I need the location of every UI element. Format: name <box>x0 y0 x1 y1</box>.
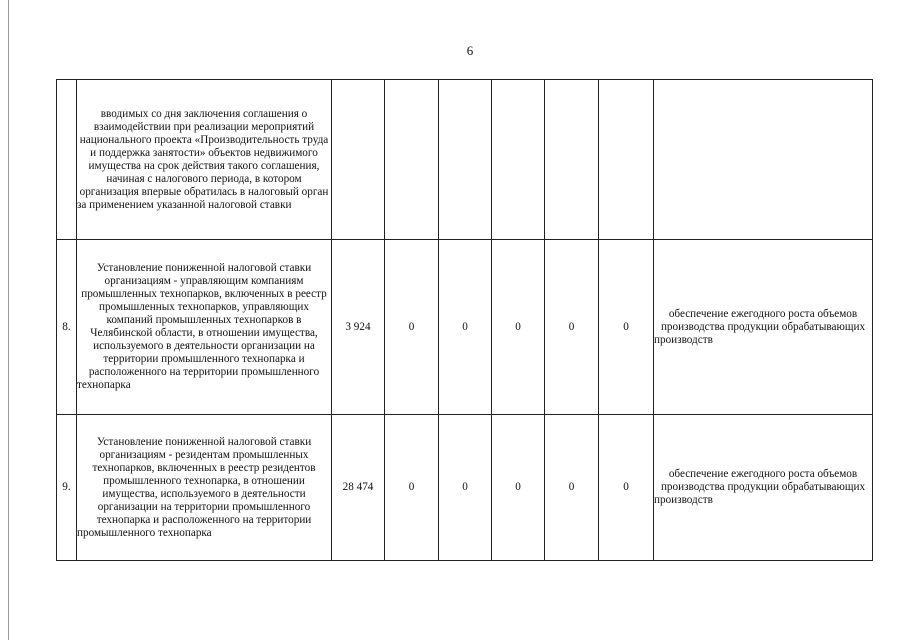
page-number: 6 <box>466 43 474 58</box>
row-value-4: 0 <box>545 415 599 561</box>
row-goal <box>654 80 873 240</box>
row-value-1 <box>385 80 439 240</box>
row-amount: 28 474 <box>332 415 385 561</box>
table-row <box>57 415 873 561</box>
table-row <box>57 80 873 240</box>
row-amount: 3 924 <box>332 240 385 415</box>
table-row <box>57 240 873 415</box>
row-value-3: 0 <box>492 415 545 561</box>
row-value-1: 0 <box>385 240 439 415</box>
row-value-2 <box>439 80 492 240</box>
row-description: Установление пониженной налоговой ставки организациям - резидентам промышленных технопарков, включенных в реестр резидентов промышленного технопарка, в отношении имущества, используемого в деятельности организации на территории промышленного технопарка и расположенного на территории промышленного технопарка <box>77 415 332 561</box>
tax-benefits-table <box>56 79 873 561</box>
row-value-2: 0 <box>439 240 492 415</box>
row-number: 9. <box>57 415 77 561</box>
row-description: вводимых со дня заключения соглашения о взаимодействии при реализации мероприятий национального проекта «Производительность труда и поддержка занятости» объектов недвижимого имущества на срок действия такого соглашения, начиная с налогового периода, в котором организация впервые обратилась в налоговый орган за применением указанной налоговой ставки <box>77 80 332 240</box>
row-value-5: 0 <box>599 415 654 561</box>
row-value-4 <box>545 80 599 240</box>
row-description: Установление пониженной налоговой ставки организациям - управляющим компаниям промышленных технопарков, включенных в реестр промышленных технопарков, управляющих компаний промышленных технопарков в Челябинской области, в отношении имущества, используемого в деятельности организации на территории промышленного технопарка и расположенного на территории промышленного технопарка <box>77 240 332 415</box>
row-value-5 <box>599 80 654 240</box>
row-goal: обеспечение ежегодного роста объемов производства продукции обрабатывающих производств <box>654 240 873 415</box>
row-goal: обеспечение ежегодного роста объемов производства продукции обрабатывающих производств <box>654 415 873 561</box>
row-value-1: 0 <box>385 415 439 561</box>
row-number <box>57 80 77 240</box>
row-value-3 <box>492 80 545 240</box>
row-value-3: 0 <box>492 240 545 415</box>
row-value-5: 0 <box>599 240 654 415</box>
row-number: 8. <box>57 240 77 415</box>
page-edge-line <box>8 0 9 640</box>
row-value-4: 0 <box>545 240 599 415</box>
row-amount <box>332 80 385 240</box>
row-value-2: 0 <box>439 415 492 561</box>
